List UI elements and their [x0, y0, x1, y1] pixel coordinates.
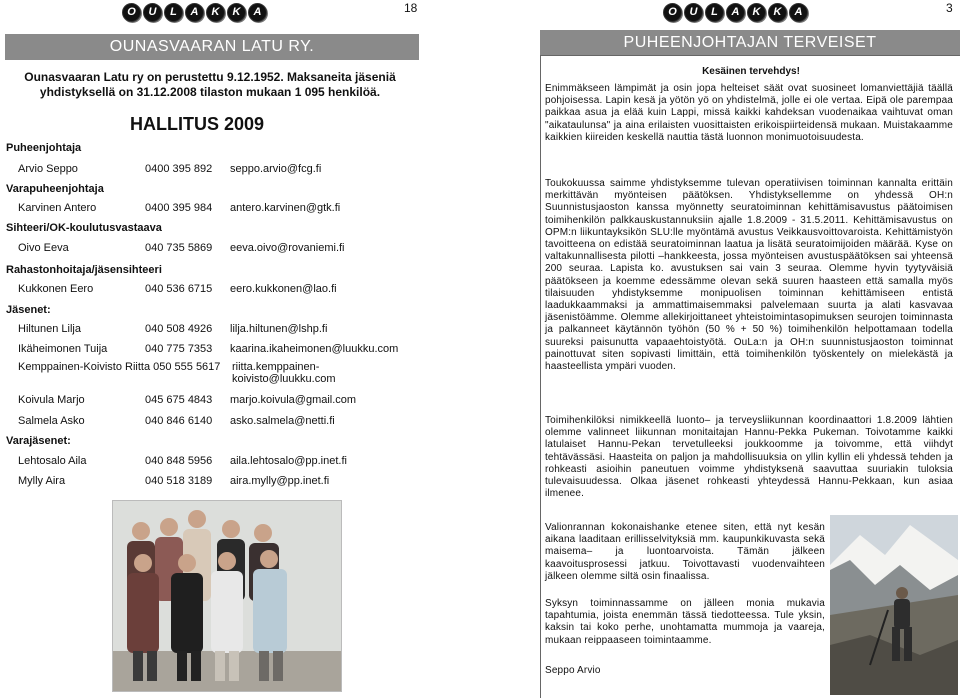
member-name: Kukkonen Eero	[18, 283, 94, 295]
member-email: seppo.arvio@fcg.fi	[230, 163, 322, 175]
logo-letter: O	[663, 3, 682, 22]
member-email: aila.lehtosalo@pp.inet.fi	[230, 455, 347, 467]
page-number: 3	[946, 1, 953, 15]
greeting-heading: Kesäinen tervehdys!	[702, 66, 800, 77]
paragraph: Toukokuussa saimme yhdistyksemme tulevan operatiivisen toiminnan kannalta erittäin merkittävän myönteisen päätöksen. Yhdistyksellemme on yhdessä OH:n Suunnistusjaoston kanssa myönnetty seuratoiminnan kehittämisavustus päätoimisen toimihenkilön palkkauskustannuksiin ajalle 1.8.2009 - 31.5.2011. Kehittämisavustus on OPM:n liikuntayksikön SLU:lle myöntämä avustus Veikkausvoittovaroista. Kehittämistyön tavoitteena on edistää seuratoiminnan laatua ja lisätä seuratoimijoiden määrää. Kyse on valtakunnallisesta pilotti –hankkeesta, jossa myönteisen avustuspäätöksen sai yhteensä 200 seuraa. Lapista ko. avustuksen sai vain 3 seuraa. Olemme hyvin tyytyväisiä päätökseen ja koemme edessämme olevan sekä suuren haasteen että samalla myös tilaisuuden yhdistyksemme monipuolisen toiminnan kehittämiseen entistä laadukkaammaksi ja ammattimaisemmaksi palvelemaan suurta ja alati kasvavaa jäsenistöämme. Olemme allekirjoittaneet yhteistoimintasopimuksen seurojen toiminnasta ja palkanneet käytännön työhön (50 % + 50 %) toimihenkilön helpottamaan todella suureksi paisunutta vapaaehtoistyötä. OuLa:n ja OH:n suunnistusjaoston toiminnat painottuvat siten sopivasti limittäin, että toimihenkilön työskentely on mielekästä ja haasteellista ympäri vuoden.	[545, 178, 953, 373]
logo-letter: L	[164, 3, 183, 22]
group-photo-illustration	[113, 501, 341, 691]
member-row	[0, 242, 480, 256]
role-heading: Varajäsenet:	[6, 435, 71, 447]
logo-letter: K	[768, 3, 787, 22]
logo-letter: A	[789, 3, 808, 22]
role-heading: Varapuheenjohtaja	[6, 183, 104, 195]
member-email: antero.karvinen@gtk.fi	[230, 202, 341, 214]
role-heading: Jäsenet:	[6, 304, 51, 316]
logo-letter: K	[227, 3, 246, 22]
member-email: kaarina.ikaheimonen@luukku.com	[230, 343, 399, 355]
member-email: asko.salmela@netti.fi	[230, 415, 335, 427]
member-name: Koivula Marjo	[18, 394, 85, 406]
member-row	[0, 415, 480, 429]
member-email: eero.kukkonen@lao.fi	[230, 283, 337, 295]
member-email: lilja.hiltunen@lshp.fi	[230, 323, 328, 335]
logo-letter: U	[143, 3, 162, 22]
member-name: Arvio Seppo	[18, 163, 78, 175]
member-row	[0, 202, 480, 216]
logo-letter: U	[684, 3, 703, 22]
member-name: Oivo Eeva	[18, 242, 69, 254]
member-phone: 045 675 4843	[145, 394, 213, 406]
left-page	[0, 0, 480, 697]
logo-letter: K	[206, 3, 225, 22]
role-heading: Puheenjohtaja	[6, 142, 82, 154]
member-name: Salmela Asko	[18, 415, 85, 427]
paragraph: Syksyn toiminnassamme on jälleen monia mukavia tapahtumia, joista enemmän tässä tiedotteessa. Tule yksin, kaksin tai koko perhe, unohtamatta mummoja ja vaareja, mukaan reippaaseen toimintaamme.	[545, 598, 825, 646]
logo-letter: L	[705, 3, 724, 22]
member-phone: 040 536 6715	[145, 283, 213, 295]
member-email: riitta.kemppainen-koivisto@luukku.com	[232, 361, 336, 385]
mountain-hiker-photo	[830, 515, 958, 695]
member-name: Karvinen Antero	[18, 202, 97, 214]
member-email: marjo.koivula@gmail.com	[230, 394, 357, 406]
member-row	[0, 455, 480, 469]
member-row	[0, 361, 480, 389]
member-phone: 040 775 7353	[145, 343, 213, 355]
member-phone: 0400 395 984	[145, 202, 213, 214]
member-row	[0, 394, 480, 408]
member-email: eeva.oivo@rovaniemi.fi	[230, 242, 345, 254]
member-phone: 040 848 5956	[145, 455, 213, 467]
member-row	[0, 323, 480, 337]
member-row	[0, 343, 480, 357]
intro-text: Ounasvaaran Latu ry on perustettu 9.12.1952. Maksaneita jäseniä yhdistyksellä on 31.12.2008 tilaston mukaan 1 095 henkilöä.	[24, 70, 396, 99]
member-name: Lehtosalo Aila	[18, 455, 87, 467]
member-phone: 040 518 3189	[145, 475, 213, 487]
logo-letter: O	[122, 3, 141, 22]
page-number: 18	[404, 1, 418, 15]
logo-letter: A	[248, 3, 267, 22]
mountain-photo-illustration	[830, 515, 958, 695]
section-banner: OUNASVAARAN LATU RY.	[5, 34, 419, 60]
member-name: Hiltunen Lilja	[18, 323, 81, 335]
member-row	[0, 163, 480, 177]
hallitus-title: HALLITUS 2009	[130, 114, 265, 134]
section-banner: PUHEENJOHTAJAN TERVEISET	[540, 30, 960, 56]
paragraph: Enimmäkseen lämpimät ja osin jopa helteiset säät ovat suosineet lomanviettäjiä täällä pohjoisessa. Lapin kesä ja yötön yö on yhdistelmä, jolle ei ole vertaa. Eipä ole parempaa paikkaa asua ja elää kuin Lappi, missä kaikki kahdeksan vuodenaikaa vaihtuvat oman "aikataulunsa" ja aina erilaisten vuosittaisten erikoispiirteidensä mukaan. Muistakaamme kaikkien kiireiden keskellä nauttia tästä luonnon monimuotoisuudesta.	[545, 83, 953, 143]
member-name: Ikäheimonen Tuija	[18, 343, 108, 355]
member-phone: 040 735 5869	[145, 242, 213, 254]
member-row	[0, 475, 480, 489]
oulakka-logo	[663, 3, 808, 23]
member-phone: 040 508 4926	[145, 323, 213, 335]
logo-letter: A	[726, 3, 745, 22]
logo-letter: K	[747, 3, 766, 22]
paragraph: Valionrannan kokonaishanke etenee siten, että nyt kesän aikana laaditaan erillisselvityksiä mm. kaupunkikuvasta sekä maisema– ja luontoarvoista. Tämän jälkeen kaavoitusprosessi jatkuu. Toivottavasti vuodenvaihteen jälkeen olemme siltä osin finaalissa.	[545, 522, 825, 582]
role-heading: Sihteeri/OK-koulutusvastaava	[6, 222, 162, 234]
member-email: aira.mylly@pp.inet.fi	[230, 475, 330, 487]
member-name: Mylly Aira	[18, 475, 66, 487]
signature: Seppo Arvio	[545, 665, 601, 676]
member-name: Kemppainen-Koivisto Riitta 050 555 5617	[18, 361, 221, 373]
member-phone: 0400 395 892	[145, 163, 213, 175]
member-row	[0, 283, 480, 297]
member-phone: 040 846 6140	[145, 415, 213, 427]
role-heading: Rahastonhoitaja/jäsensihteeri	[6, 264, 162, 276]
logo-letter: A	[185, 3, 204, 22]
oulakka-logo	[122, 3, 267, 23]
board-group-photo	[112, 500, 342, 692]
paragraph: Toimihenkilöksi nimikkeellä luonto– ja terveysliikunnan koordinaattori 1.8.2009 lähtien olemme valinneet liikunnan monitaitajan Hannu-Pekka Pukeman. Toivotamme kaikki latulaiset Hannu-Pekan tervetulleeksi joukkoomme ja toivomme, että viihdyt tehtävässäsi. Haasteita on paljon ja mahdollisuuksia on yllin kyllin eli yhdessä tehden ja rohkeasti asioihin paneutuen voimme yhdistyksenä saavuttaa suuriakin tuloksia tulevaisuudessa. Olkaa jäsenet rohkeasti yhteydessä Hannu-Pekkaan, kun asiaa ilmenee.	[545, 415, 953, 500]
